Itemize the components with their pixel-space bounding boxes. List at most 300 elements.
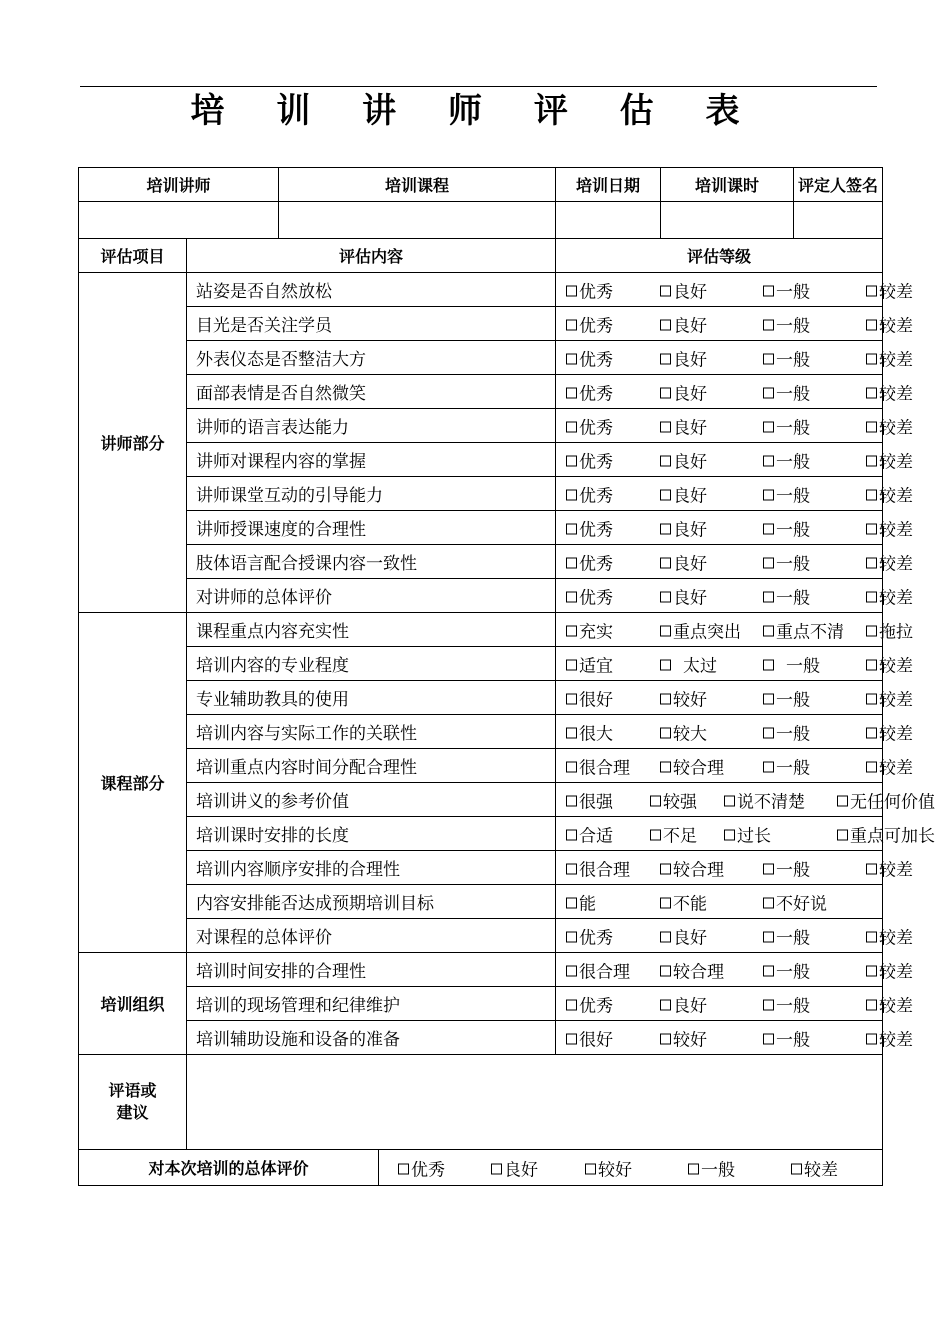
checkbox-icon[interactable]: [866, 387, 877, 398]
rating-option[interactable]: [763, 889, 827, 914]
checkbox-icon[interactable]: [837, 829, 848, 840]
option-label: 较差: [804, 1160, 839, 1180]
rating-options: [556, 307, 914, 341]
rating-option[interactable]: [660, 617, 741, 642]
rating-option[interactable]: [763, 277, 810, 302]
checkbox-icon[interactable]: [660, 591, 671, 602]
rating-option[interactable]: [660, 889, 707, 914]
rating-option[interactable]: [763, 651, 820, 676]
checkbox-icon[interactable]: [566, 353, 577, 364]
rating-option[interactable]: [566, 413, 613, 438]
rating-option[interactable]: [566, 617, 613, 642]
rating-options: [556, 375, 914, 409]
checkbox-icon[interactable]: [763, 421, 774, 432]
checkbox-icon[interactable]: [724, 829, 735, 840]
checkbox-icon[interactable]: [688, 1163, 699, 1174]
rating-option[interactable]: [763, 311, 810, 336]
checkbox-icon[interactable]: [585, 1163, 596, 1174]
evaluation-item: 培训的现场管理和纪律维护: [187, 987, 556, 1021]
checkbox-icon[interactable]: [566, 659, 577, 670]
rating-options: [556, 919, 914, 953]
rating-options-wrap: [556, 1021, 914, 1054]
checkbox-icon[interactable]: [660, 761, 671, 772]
option-label: 优秀: [579, 384, 614, 404]
checkbox-icon[interactable]: [566, 727, 577, 738]
evaluation-row: [79, 341, 883, 375]
rating-option[interactable]: [660, 923, 707, 948]
checkbox-icon[interactable]: [660, 625, 671, 636]
option-label: 很好: [579, 690, 614, 710]
checkbox-icon[interactable]: [660, 421, 671, 432]
rating-option[interactable]: [650, 787, 697, 812]
option-label: 重点不清: [776, 622, 845, 642]
rating-option[interactable]: [763, 481, 810, 506]
rating-option[interactable]: [866, 1025, 913, 1050]
rating-option[interactable]: [566, 957, 630, 982]
rating-option[interactable]: [566, 549, 613, 574]
option-label: 较差: [879, 486, 914, 506]
evaluation-item: 内容安排能否达成预期培训目标: [187, 885, 556, 919]
option-label: 良好: [673, 452, 708, 472]
option-label: 良好: [673, 486, 708, 506]
option-label: 良好: [673, 282, 708, 302]
rating-option[interactable]: [660, 345, 707, 370]
rating-option[interactable]: [866, 957, 913, 982]
checkbox-icon[interactable]: [866, 625, 877, 636]
checkbox-icon[interactable]: [866, 455, 877, 466]
option-label: 一般: [776, 282, 811, 302]
rating-option[interactable]: [491, 1155, 538, 1180]
checkbox-icon[interactable]: [660, 489, 671, 500]
rating-option[interactable]: [566, 481, 613, 506]
rating-option[interactable]: [660, 311, 707, 336]
rating-option[interactable]: [837, 821, 935, 846]
rating-option[interactable]: [724, 787, 805, 812]
checkbox-icon[interactable]: [866, 319, 877, 330]
checkbox-icon[interactable]: [566, 421, 577, 432]
rating-option[interactable]: [866, 583, 913, 608]
rating-option[interactable]: [660, 515, 707, 540]
checkbox-icon[interactable]: [566, 319, 577, 330]
rating-option[interactable]: [660, 753, 724, 778]
checkbox-icon[interactable]: [763, 353, 774, 364]
rating-option[interactable]: [866, 719, 913, 744]
checkbox-icon[interactable]: [763, 999, 774, 1010]
rating-option[interactable]: [660, 957, 724, 982]
rating-option[interactable]: [763, 447, 810, 472]
rating-option[interactable]: [566, 583, 613, 608]
option-label: 良好: [673, 384, 708, 404]
rating-option[interactable]: [566, 685, 613, 710]
checkbox-icon[interactable]: [660, 557, 671, 568]
rating-option[interactable]: [866, 549, 913, 574]
option-label: 良好: [673, 554, 708, 574]
date-input-cell[interactable]: [556, 202, 661, 239]
rating-option[interactable]: [763, 957, 810, 982]
rating-option[interactable]: [566, 855, 630, 880]
option-label: 较差: [879, 724, 914, 744]
checkbox-icon[interactable]: [650, 829, 661, 840]
rating-option[interactable]: [763, 923, 810, 948]
rating-option[interactable]: [660, 651, 717, 676]
checkbox-icon[interactable]: [763, 931, 774, 942]
checkbox-icon[interactable]: [566, 285, 577, 296]
rating-options: [556, 987, 914, 1021]
option-label: 很大: [579, 724, 614, 744]
rating-option[interactable]: [688, 1155, 735, 1180]
rating-option[interactable]: [566, 1025, 613, 1050]
checkbox-icon[interactable]: [566, 897, 577, 908]
rating-option[interactable]: [398, 1155, 445, 1180]
checkbox-icon[interactable]: [763, 557, 774, 568]
checkbox-icon[interactable]: [660, 319, 671, 330]
rating-options: [556, 953, 914, 987]
checkbox-icon[interactable]: [763, 965, 774, 976]
rating-option[interactable]: [837, 787, 935, 812]
checkbox-icon[interactable]: [763, 387, 774, 398]
checkbox-icon[interactable]: [866, 863, 877, 874]
option-label: 较合理: [673, 758, 725, 778]
checkbox-icon[interactable]: [763, 1033, 774, 1044]
evaluation-item: 培训内容的专业程度: [187, 647, 556, 681]
option-label: 较差: [879, 928, 914, 948]
checkbox-icon[interactable]: [763, 659, 774, 670]
option-label: 一般: [776, 350, 811, 370]
rating-option[interactable]: [660, 685, 707, 710]
top-rule: [80, 86, 877, 87]
rating-option[interactable]: [763, 549, 810, 574]
checkbox-icon[interactable]: [763, 455, 774, 466]
header-row: [79, 168, 883, 202]
checkbox-icon[interactable]: [566, 557, 577, 568]
checkbox-icon[interactable]: [660, 931, 671, 942]
option-label: 不足: [663, 826, 698, 846]
rating-options-wrap: [556, 681, 914, 714]
checkbox-icon[interactable]: [660, 727, 671, 738]
option-label: 优秀: [579, 282, 614, 302]
option-label: 很合理: [579, 962, 631, 982]
checkbox-icon[interactable]: [866, 727, 877, 738]
checkbox-icon[interactable]: [763, 489, 774, 500]
option-label: 较大: [673, 724, 708, 744]
rating-options-wrap: [556, 817, 936, 850]
rating-option[interactable]: [566, 277, 613, 302]
checkbox-icon[interactable]: [566, 795, 577, 806]
rating-option[interactable]: [763, 753, 810, 778]
checkbox-icon[interactable]: [566, 761, 577, 772]
option-label: 较好: [598, 1160, 633, 1180]
rating-options-wrap: [556, 579, 914, 612]
rating-option[interactable]: [763, 379, 810, 404]
rating-option[interactable]: [866, 855, 913, 880]
evaluation-item: 课程重点内容充实性: [187, 613, 556, 647]
rating-option[interactable]: [866, 481, 913, 506]
checkbox-icon[interactable]: [763, 285, 774, 296]
rating-option[interactable]: [791, 1155, 838, 1180]
option-label: 较合理: [673, 962, 725, 982]
rating-option[interactable]: [866, 379, 913, 404]
checkbox-icon[interactable]: [763, 761, 774, 772]
header-course: 培训课程: [279, 168, 556, 202]
checkbox-icon[interactable]: [566, 999, 577, 1010]
eval-header-row: [79, 239, 883, 273]
checkbox-icon[interactable]: [566, 387, 577, 398]
checkbox-icon[interactable]: [660, 897, 671, 908]
checkbox-icon[interactable]: [866, 965, 877, 976]
checkbox-icon[interactable]: [660, 285, 671, 296]
option-label: 一般: [776, 384, 811, 404]
rating-option[interactable]: [566, 889, 596, 914]
checkbox-icon[interactable]: [660, 1033, 671, 1044]
rating-option[interactable]: [866, 753, 913, 778]
option-label: 良好: [673, 418, 708, 438]
option-label: 良好: [673, 316, 708, 336]
rating-option[interactable]: [566, 719, 613, 744]
rating-options-wrap: [556, 885, 882, 918]
rating-options: [556, 817, 936, 851]
rating-options: [556, 647, 914, 681]
option-label: 一般: [776, 452, 811, 472]
checkbox-icon[interactable]: [866, 931, 877, 942]
option-label: 说不清楚: [737, 792, 806, 812]
rating-option[interactable]: [660, 719, 707, 744]
checkbox-icon[interactable]: [660, 353, 671, 364]
evaluation-item: 站姿是否自然放松: [187, 273, 556, 307]
option-label: 优秀: [411, 1160, 446, 1180]
rating-option[interactable]: [660, 481, 707, 506]
option-label: 一般: [776, 316, 811, 336]
rating-option[interactable]: [763, 855, 810, 880]
checkbox-icon[interactable]: [491, 1163, 502, 1174]
checkbox-icon[interactable]: [660, 523, 671, 534]
trainer-input-cell[interactable]: [79, 202, 279, 239]
evaluation-item: 肢体语言配合授课内容一致性: [187, 545, 556, 579]
checkbox-icon[interactable]: [866, 523, 877, 534]
option-label: 一般: [776, 962, 811, 982]
checkbox-icon[interactable]: [660, 863, 671, 874]
rating-option[interactable]: [660, 447, 707, 472]
checkbox-icon[interactable]: [866, 285, 877, 296]
rating-option[interactable]: [866, 617, 913, 642]
evaluation-row: [79, 579, 883, 613]
rating-option[interactable]: [763, 1025, 810, 1050]
checkbox-icon[interactable]: [866, 421, 877, 432]
option-label: 很好: [579, 1030, 614, 1050]
checkbox-icon[interactable]: [566, 693, 577, 704]
evaluation-item: 培训辅助设施和设备的准备: [187, 1021, 556, 1055]
evaluation-row: [79, 613, 883, 647]
rating-option[interactable]: [660, 413, 707, 438]
evaluation-row: [79, 1021, 883, 1055]
checkbox-icon[interactable]: [566, 489, 577, 500]
rating-option[interactable]: [763, 617, 844, 642]
evaluation-row: [79, 851, 883, 885]
checkbox-icon[interactable]: [866, 761, 877, 772]
checkbox-icon[interactable]: [660, 693, 671, 704]
option-label: 重点突出: [673, 622, 742, 642]
evaluation-item: 专业辅助教具的使用: [187, 681, 556, 715]
rating-option[interactable]: [763, 345, 810, 370]
rating-option[interactable]: [660, 277, 707, 302]
checkbox-icon[interactable]: [866, 557, 877, 568]
rating-option[interactable]: [585, 1155, 632, 1180]
evaluation-row: [79, 885, 883, 919]
checkbox-icon[interactable]: [866, 1033, 877, 1044]
checkbox-icon[interactable]: [566, 965, 577, 976]
rating-option[interactable]: [866, 413, 913, 438]
rating-option[interactable]: [866, 923, 913, 948]
evaluation-item: 培训内容与实际工作的关联性: [187, 715, 556, 749]
option-label: 较好: [673, 690, 708, 710]
hours-input-cell[interactable]: [661, 202, 794, 239]
rating-options-wrap: [556, 919, 914, 952]
rating-options-wrap: [556, 545, 914, 578]
rating-option[interactable]: [566, 821, 613, 846]
checkbox-icon[interactable]: [866, 999, 877, 1010]
checkbox-icon[interactable]: [566, 1033, 577, 1044]
checkbox-icon[interactable]: [566, 455, 577, 466]
rating-option[interactable]: [866, 447, 913, 472]
rating-option[interactable]: [866, 311, 913, 336]
rating-option[interactable]: [866, 515, 913, 540]
rating-option[interactable]: [724, 821, 771, 846]
option-label: 较差: [879, 656, 914, 676]
checkbox-icon[interactable]: [566, 829, 577, 840]
checkbox-icon[interactable]: [566, 863, 577, 874]
option-label: 能: [579, 894, 597, 914]
evaluation-row: [79, 443, 883, 477]
checkbox-icon[interactable]: [724, 795, 735, 806]
rating-option[interactable]: [763, 685, 810, 710]
rating-option[interactable]: [763, 413, 810, 438]
overall-options-wrap: [379, 1150, 882, 1185]
rating-option[interactable]: [566, 923, 613, 948]
checkbox-icon[interactable]: [763, 897, 774, 908]
evaluation-row: [79, 749, 883, 783]
checkbox-icon[interactable]: [763, 693, 774, 704]
checkbox-icon[interactable]: [866, 591, 877, 602]
checkbox-icon[interactable]: [398, 1163, 409, 1174]
rating-options-wrap: [556, 477, 914, 510]
rating-option[interactable]: [660, 1025, 707, 1050]
evaluation-row: [79, 273, 883, 307]
rating-option[interactable]: [866, 277, 913, 302]
rating-option[interactable]: [650, 821, 697, 846]
rating-option[interactable]: [763, 991, 810, 1016]
rating-option[interactable]: [660, 991, 707, 1016]
evaluation-row: [79, 511, 883, 545]
rating-options-wrap: [556, 613, 914, 646]
checkbox-icon[interactable]: [866, 489, 877, 500]
checkbox-icon[interactable]: [763, 523, 774, 534]
rating-option[interactable]: [566, 753, 630, 778]
option-label: 较差: [879, 554, 914, 574]
course-input-cell[interactable]: [279, 202, 556, 239]
option-label: 较差: [879, 860, 914, 880]
checkbox-icon[interactable]: [660, 387, 671, 398]
rating-options-wrap: [556, 715, 914, 748]
form-title: 培 训 讲 师 评 估 表: [190, 91, 760, 131]
checkbox-icon[interactable]: [763, 591, 774, 602]
rating-option[interactable]: [763, 515, 810, 540]
rating-option[interactable]: [866, 685, 913, 710]
rating-option[interactable]: [566, 311, 613, 336]
checkbox-icon[interactable]: [566, 523, 577, 534]
evaluation-row: [79, 375, 883, 409]
rating-option[interactable]: [763, 583, 810, 608]
evaluation-row: [79, 545, 883, 579]
checkbox-icon[interactable]: [866, 693, 877, 704]
checkbox-icon[interactable]: [660, 999, 671, 1010]
checkbox-icon[interactable]: [866, 353, 877, 364]
evaluation-item: 对讲师的总体评价: [187, 579, 556, 613]
section-label: 课程部分: [79, 613, 187, 953]
rating-option[interactable]: [566, 447, 613, 472]
rating-option[interactable]: [866, 345, 913, 370]
option-label: 一般: [701, 1160, 736, 1180]
rating-option[interactable]: [566, 991, 613, 1016]
checkbox-icon[interactable]: [866, 659, 877, 670]
rating-option[interactable]: [660, 855, 724, 880]
checkbox-icon[interactable]: [837, 795, 848, 806]
rating-option[interactable]: [566, 345, 613, 370]
option-label: 较差: [879, 452, 914, 472]
checkbox-icon[interactable]: [660, 455, 671, 466]
rating-option[interactable]: [660, 583, 707, 608]
checkbox-icon[interactable]: [566, 931, 577, 942]
header-signer: 评定人签名: [794, 168, 883, 202]
option-label: 一般: [776, 1030, 811, 1050]
rating-option[interactable]: [763, 719, 810, 744]
checkbox-icon[interactable]: [763, 863, 774, 874]
checkbox-icon[interactable]: [791, 1163, 802, 1174]
rating-options: [556, 545, 914, 579]
checkbox-icon[interactable]: [660, 965, 671, 976]
option-label: 良好: [673, 520, 708, 540]
rating-option[interactable]: [660, 549, 707, 574]
checkbox-icon[interactable]: [566, 625, 577, 636]
rating-option[interactable]: [566, 379, 613, 404]
rating-options-wrap: [556, 783, 936, 816]
section-label: 讲师部分: [79, 273, 187, 613]
evaluation-item: 面部表情是否自然微笑: [187, 375, 556, 409]
rating-option[interactable]: [566, 651, 613, 676]
comments-area[interactable]: [187, 1055, 883, 1150]
option-label: 较差: [879, 588, 914, 608]
signer-input-cell[interactable]: [794, 202, 883, 239]
rating-option[interactable]: [566, 515, 613, 540]
checkbox-icon[interactable]: [660, 659, 671, 670]
checkbox-icon[interactable]: [763, 319, 774, 330]
rating-option[interactable]: [866, 651, 913, 676]
checkbox-icon[interactable]: [763, 727, 774, 738]
rating-options-wrap: [556, 443, 914, 476]
option-label: 优秀: [579, 452, 614, 472]
checkbox-icon[interactable]: [763, 625, 774, 636]
rating-options: [556, 273, 914, 307]
option-label: 较差: [879, 384, 914, 404]
option-label: 不好说: [776, 894, 828, 914]
checkbox-icon[interactable]: [566, 591, 577, 602]
comments-row: [79, 1055, 883, 1150]
checkbox-icon[interactable]: [650, 795, 661, 806]
rating-option[interactable]: [566, 787, 613, 812]
rating-option[interactable]: [866, 991, 913, 1016]
rating-option[interactable]: [660, 379, 707, 404]
eval-header-item: 评估项目: [79, 239, 187, 273]
rating-options: [556, 477, 914, 511]
option-label: 良好: [504, 1160, 539, 1180]
